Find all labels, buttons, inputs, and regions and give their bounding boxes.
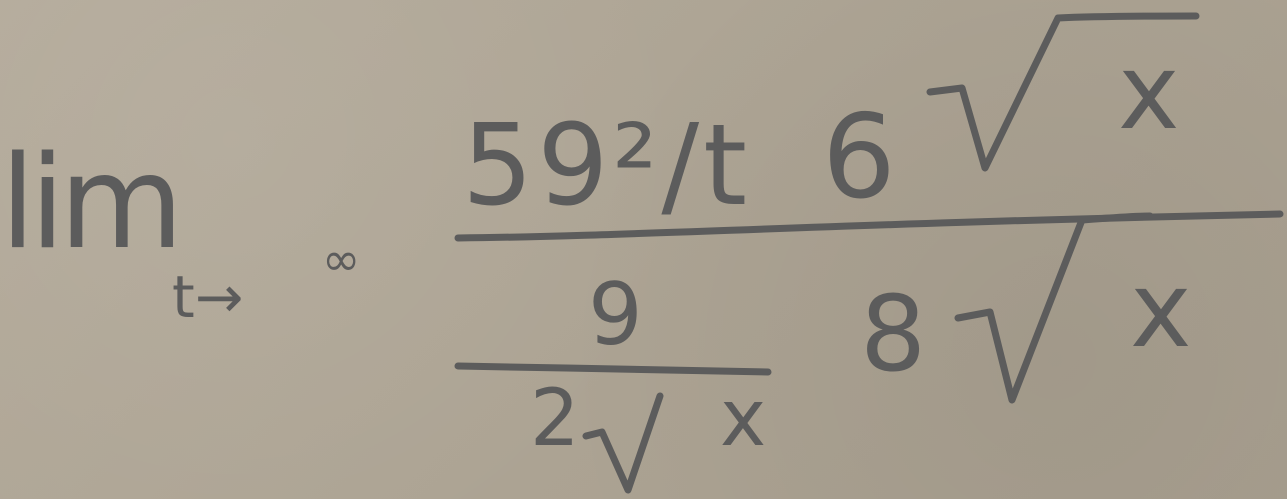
limit-word: lim bbox=[0, 129, 178, 278]
denominator-radical-sign bbox=[958, 216, 1150, 400]
numerator-radicand: x bbox=[1118, 31, 1180, 153]
denominator-radicand: x bbox=[1130, 249, 1192, 371]
limit-target: ∞ bbox=[322, 232, 361, 286]
inner-fraction-bar bbox=[458, 366, 768, 372]
numerator-coefficient: 6 bbox=[822, 90, 896, 225]
main-fraction-bar bbox=[458, 214, 1280, 238]
numerator-radical-sign bbox=[930, 16, 1196, 168]
inner-fraction-radicand: x bbox=[720, 374, 767, 464]
numerator-fraction: 59²/t bbox=[462, 101, 752, 231]
inner-radical-sign bbox=[586, 396, 660, 490]
inner-fraction-denominator-coefficient: 2 bbox=[530, 374, 580, 464]
limit-variable-arrow: t→ bbox=[172, 263, 244, 331]
inner-fraction-numerator: 9 bbox=[588, 265, 643, 365]
denominator-coefficient: 8 bbox=[860, 273, 927, 395]
